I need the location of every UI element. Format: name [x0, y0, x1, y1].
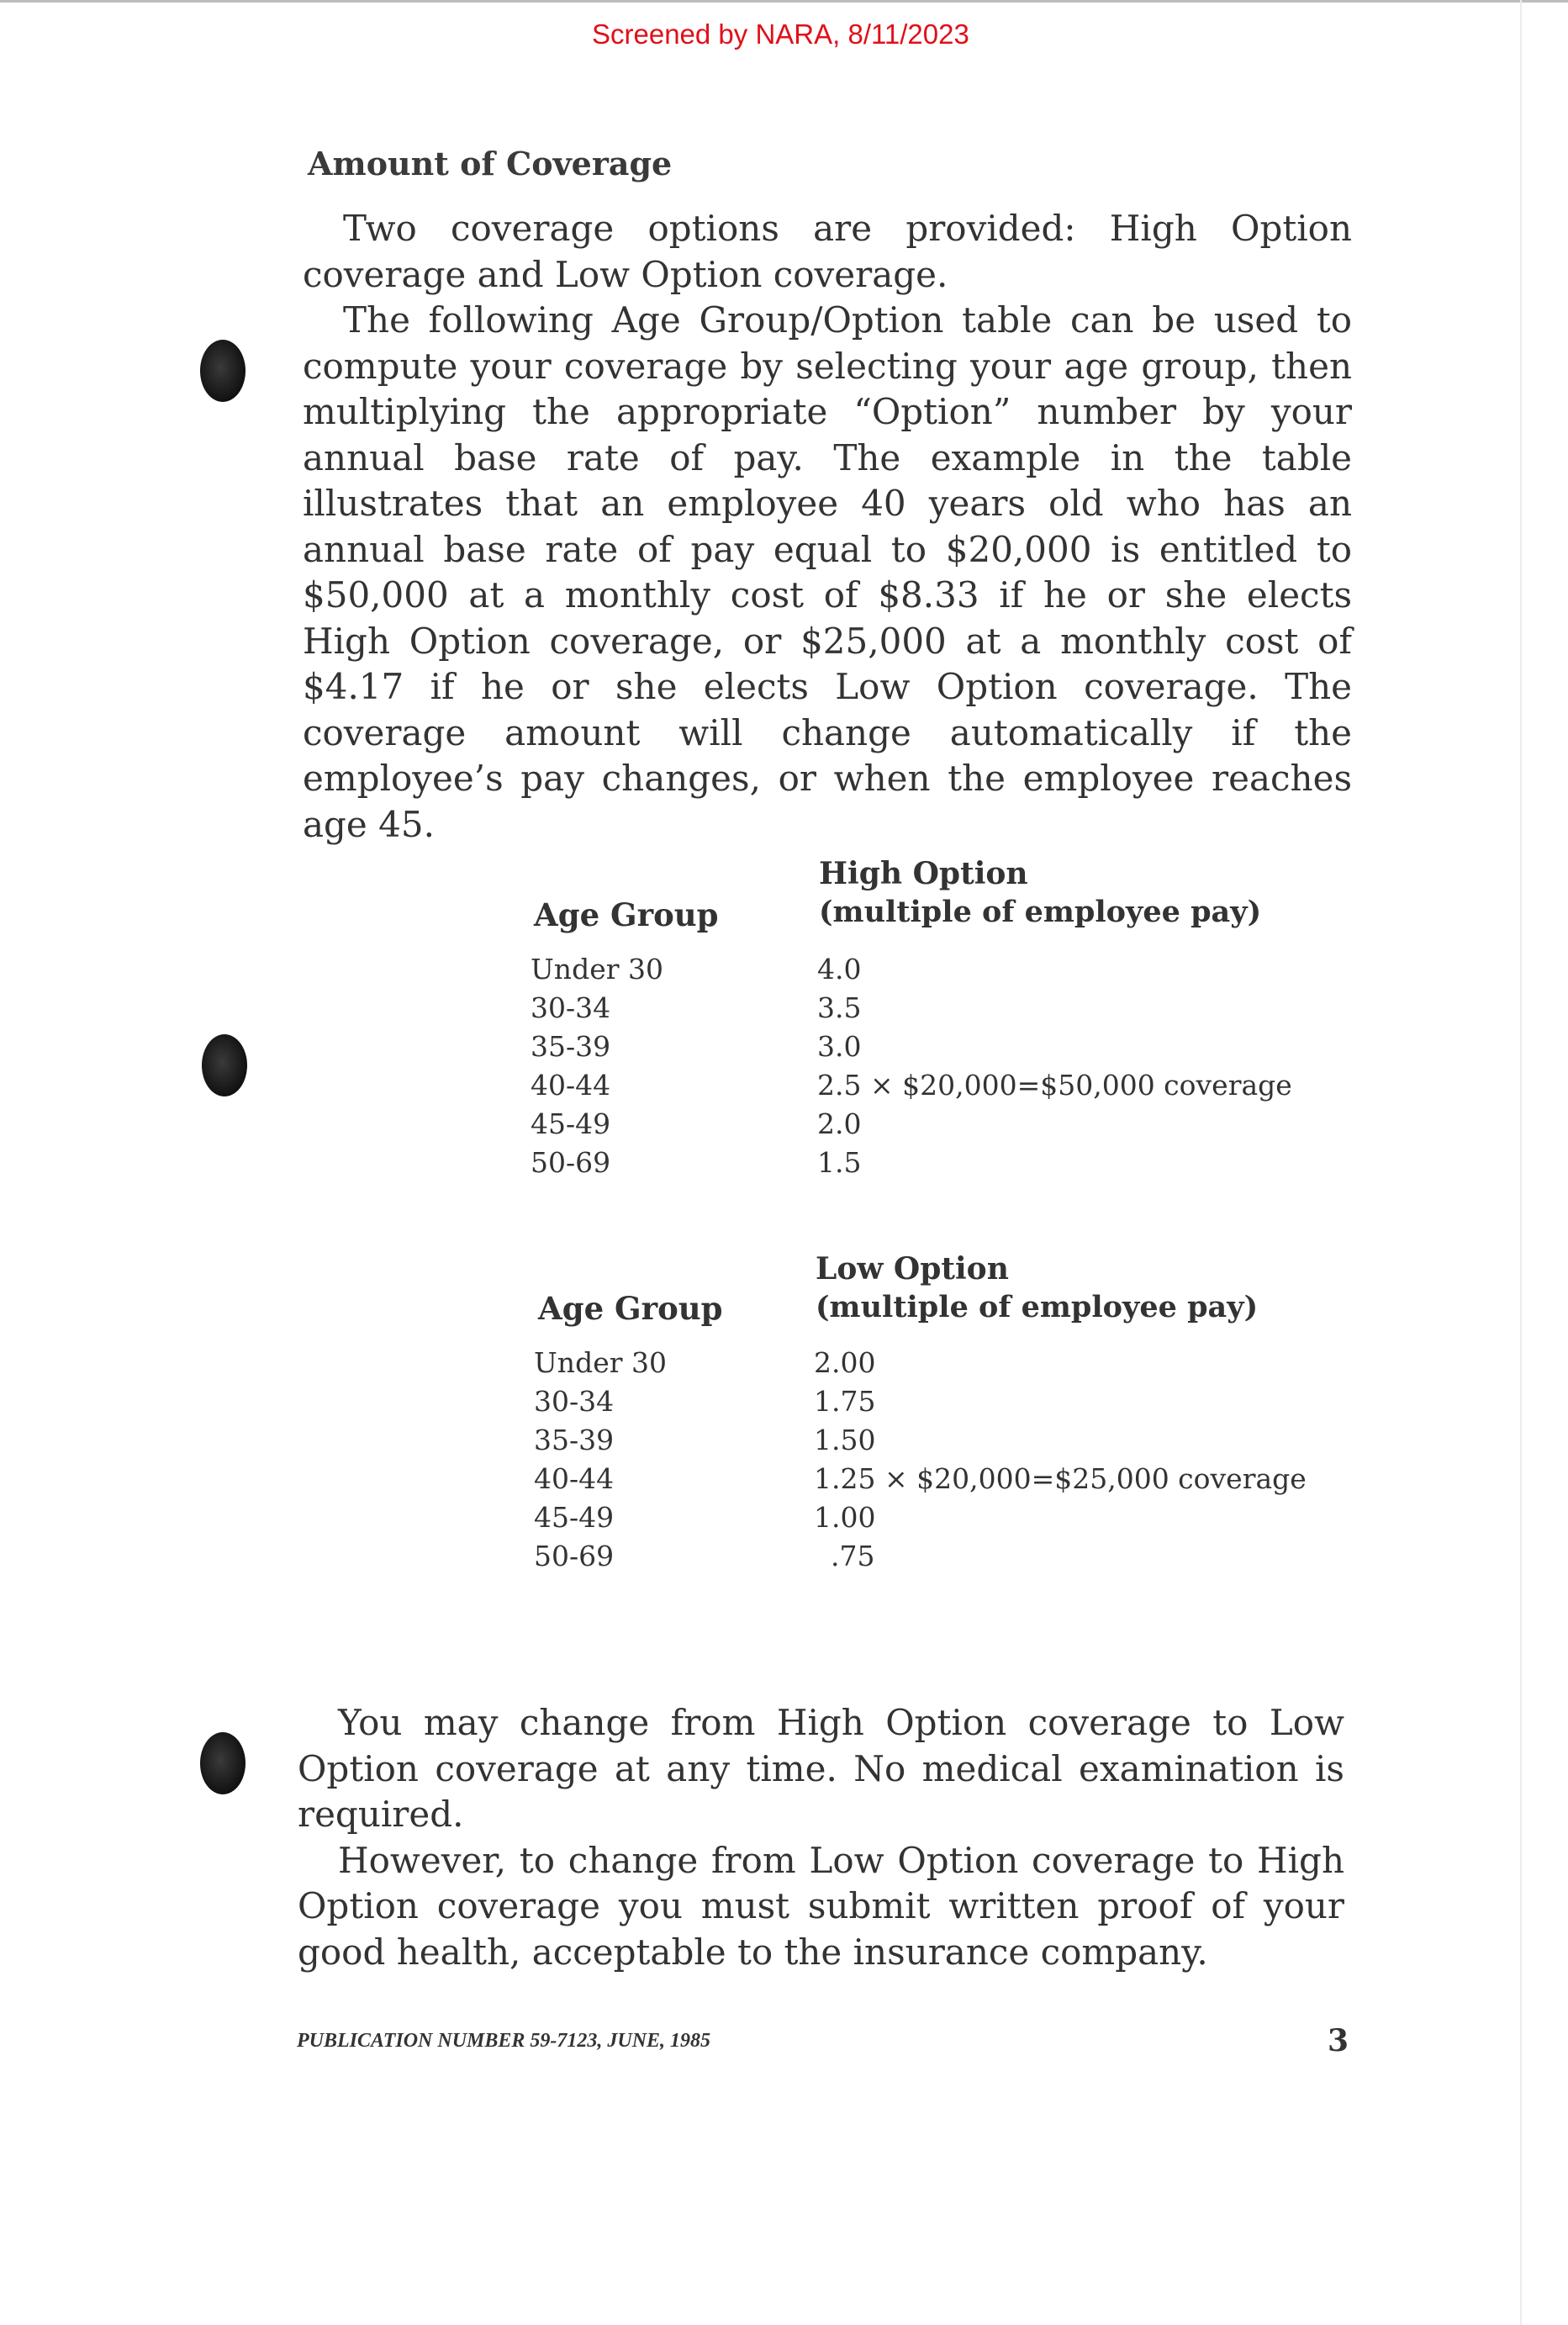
high-value-cell: 2.0	[817, 1107, 862, 1140]
high-value-cell: 2.5 × $20,000=$50,000 coverage	[817, 1069, 1292, 1102]
high-option-header: High Option	[819, 856, 1028, 891]
low-age-cell: 45-49	[534, 1501, 615, 1534]
punch-hole-middle	[202, 1034, 247, 1096]
low-value-cell: 1.25 × $20,000=$25,000 coverage	[814, 1462, 1307, 1495]
page-number: 3	[1328, 2023, 1349, 2058]
page-right-edge	[1520, 0, 1522, 2325]
low-value-cell: .75	[831, 1540, 875, 1572]
low-value-cell: 1.75	[814, 1385, 876, 1418]
closing-paragraph: However, to change from Low Option coverage to High Option coverage you must submit written proof of your good health, acceptable to the insurance company.	[298, 1839, 1344, 1973]
low-value-cell: 1.00	[814, 1501, 876, 1534]
high-value-cell: 1.5	[817, 1146, 862, 1179]
low-age-cell: 30-34	[534, 1385, 615, 1418]
punch-hole-bottom	[200, 1732, 245, 1794]
high-option-subheader: (multiple of employee pay)	[819, 895, 1262, 929]
low-age-cell: 35-39	[534, 1424, 615, 1456]
high-value-cell: 3.0	[817, 1030, 862, 1063]
page-top-edge	[0, 0, 1568, 3]
high-age-cell: 40-44	[531, 1069, 611, 1102]
high-age-cell: 35-39	[531, 1030, 611, 1063]
low-option-subheader: (multiple of employee pay)	[816, 1290, 1259, 1324]
low-age-group-header: Age Group	[538, 1290, 723, 1327]
closing-paragraph: You may change from High Option coverage to Low Option coverage at any time. No medical examination is required.	[298, 1702, 1344, 1835]
high-age-cell: 50-69	[531, 1146, 611, 1179]
high-age-cell: Under 30	[531, 953, 663, 985]
low-value-cell: 1.50	[814, 1424, 876, 1456]
screening-stamp: Screened by NARA, 8/11/2023	[592, 18, 969, 50]
intro-text	[303, 206, 1352, 848]
high-age-cell: 30-34	[531, 991, 611, 1024]
low-value-cell: 2.00	[814, 1346, 876, 1379]
intro-paragraph: Two coverage options are provided: High Option coverage and Low Option coverage.	[303, 208, 1352, 295]
low-age-cell: 40-44	[534, 1462, 615, 1495]
low-age-cell: Under 30	[534, 1346, 667, 1379]
high-age-group-header: Age Group	[534, 896, 719, 933]
low-option-header: Low Option	[816, 1251, 1009, 1287]
high-age-cell: 45-49	[531, 1107, 611, 1140]
publication-number: PUBLICATION NUMBER 59-7123, JUNE, 1985	[297, 2030, 711, 2052]
high-value-cell: 3.5	[817, 991, 862, 1024]
low-age-cell: 50-69	[534, 1540, 615, 1572]
punch-hole-top	[200, 340, 245, 402]
intro-paragraph: The following Age Group/Option table can be used to compute your coverage by selecting your age group, then multiplying the appropriate “Option” number by your annual base rate of pay. The example in the table illustrates that an employee 40 years old who has an annual base rate of pay equal to $20,000 is entitled to $50,000 at a monthly cost of $8.33 if he or she elects High Option coverage, or $25,000 at a monthly cost of $4.17 if he or she elects Low Option coverage. The coverage amount will change automatically if the employee’s pay changes, or when the employee reaches age 45.	[303, 299, 1352, 845]
section-heading: Amount of Coverage	[308, 145, 673, 182]
closing-text	[298, 1700, 1344, 1975]
high-value-cell: 4.0	[817, 953, 862, 985]
